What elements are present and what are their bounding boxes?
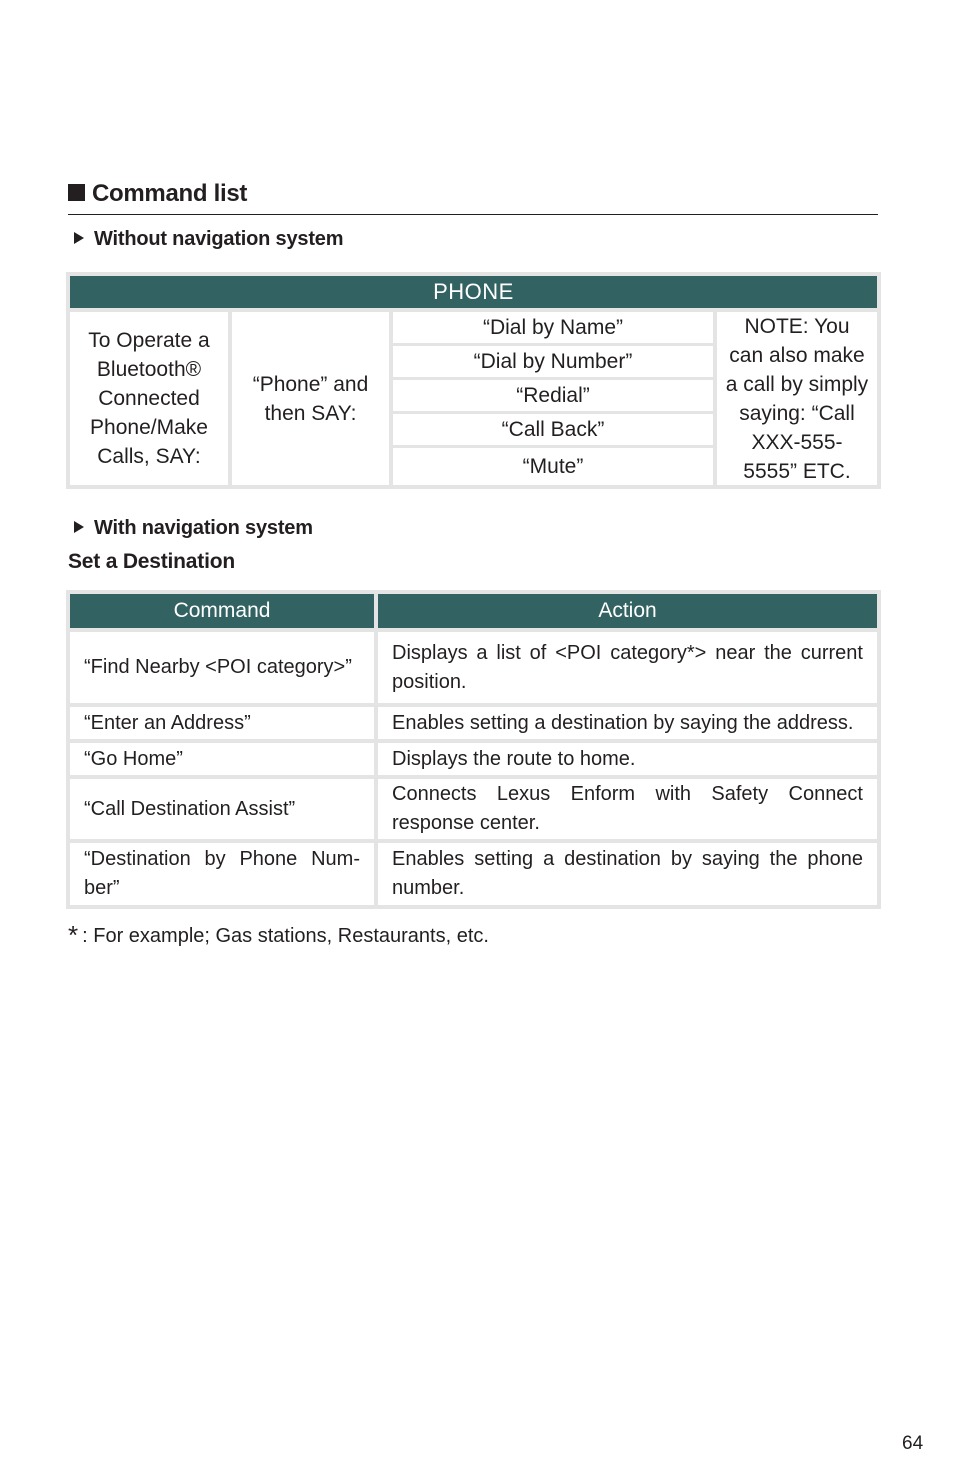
- phone-intro-cell: To Operate a Bluetooth® Connected Phone/Make Calls, SAY:: [70, 312, 228, 485]
- table-row-command: “Find Nearby <POI category>”: [70, 632, 374, 703]
- footnote-marker: *: [68, 920, 79, 950]
- table-row-action: Connects Lexus Enform with Safety Connect response center.: [378, 779, 877, 839]
- table-row-action: Enables setting a destination by saying the phone number.: [378, 843, 877, 905]
- table-row-command: “Enter an Address”: [70, 707, 374, 739]
- section-heading: [68, 180, 878, 215]
- table-row-command: “Destination by Phone Num-ber”: [70, 843, 374, 905]
- subheading-without-navigation: Without navigation system: [74, 228, 343, 251]
- square-bullet-icon: [68, 184, 85, 201]
- table-header-action: Action: [378, 594, 877, 628]
- section-title: Command list: [92, 180, 248, 207]
- destination-command-table: [66, 590, 881, 909]
- phone-command-cell: “Dial by Number”: [393, 346, 713, 377]
- triangle-bullet-icon: [74, 521, 84, 533]
- table-header-command: Command: [70, 594, 374, 628]
- footnote-text: : For example; Gas stations, Restaurants, etc.: [82, 925, 489, 947]
- table-header-phone: PHONE: [70, 276, 877, 308]
- phone-command-cell: “Dial by Name”: [393, 312, 713, 343]
- footnote: [68, 920, 489, 951]
- phone-command-cell: “Call Back”: [393, 414, 713, 445]
- phone-say-cell: “Phone” and then SAY:: [232, 312, 389, 485]
- phone-note-cell: NOTE: You can also make a call by simply saying: “Call XXX-555- 5555” ETC.: [717, 312, 877, 485]
- table-row-action: Displays a list of <POI category*> near the current position.: [378, 632, 877, 703]
- phone-command-cell: “Redial”: [393, 380, 713, 411]
- phone-command-cell: “Mute”: [393, 448, 713, 485]
- table-row-command: “Call Destination Assist”: [70, 779, 374, 839]
- subheading-with-navigation: With navigation system: [74, 517, 313, 540]
- table-row-action: Displays the route to home.: [378, 743, 877, 775]
- table-row-action: Enables setting a destination by saying the address.: [378, 707, 877, 739]
- set-destination-title: Set a Destination: [68, 550, 235, 573]
- page-number: 64: [902, 1433, 924, 1454]
- phone-command-table: [66, 272, 881, 489]
- triangle-bullet-icon: [74, 232, 84, 244]
- table-row-command: “Go Home”: [70, 743, 374, 775]
